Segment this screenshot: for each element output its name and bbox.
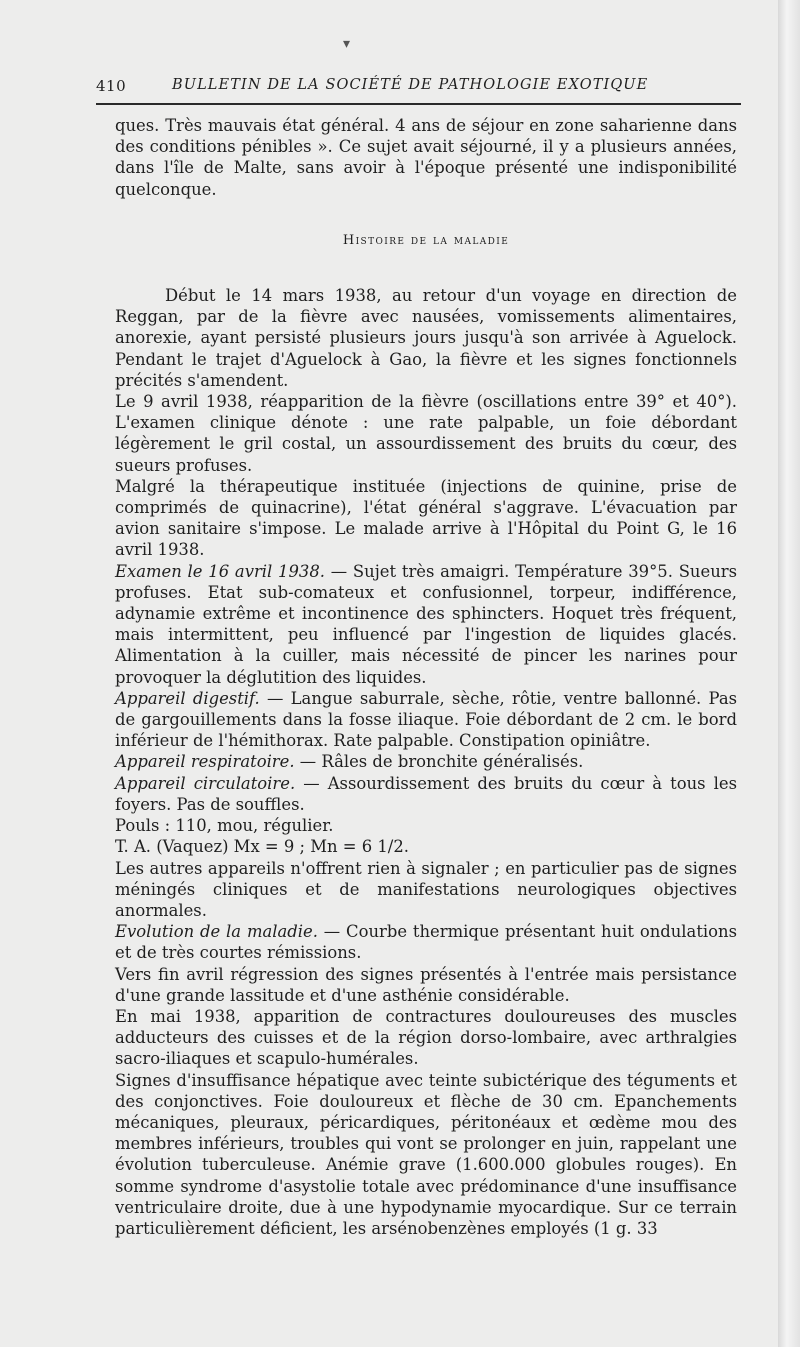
respiratory-text: — Râles de bronchite généralisés. [294, 752, 584, 772]
respiratory-label: Appareil respiratoire. [115, 752, 295, 772]
page-header [96, 74, 744, 100]
paragraph-pulse: Pouls : 110, mou, régulier. [115, 816, 334, 836]
paragraph-therapy: Malgré la thérapeutique instituée (injections de quinine, prise de comprimés de quinacrine), l'état général s'aggrave. L'évacuation par avion sanitaire s'impose. Le malade arrive à l'Hôpital du Point G, le 16 avril 1938. [115, 476, 737, 560]
paragraph-april-9: Le 9 avril 1938, réapparition de la fièvre (oscillations entre 39° et 40°). L'examen clinique dénote : une rate palpable, un foie débordant légèrement le gril costal, un assourdissement des bruits du cœur, des sueurs profuses. [115, 392, 737, 475]
paragraph-hepatic: Signes d'insuffisance hépatique avec teinte subictérique des téguments et des conjonctives. Foie douloureux et flèche de 30 cm. Epanchements mécaniques, pleuraux, péricardiques, péritonéaux et œdème mou des membres inférieurs, troubles qui vont se prolonger en juin, rappelant une évolution tuberculeuse. Anémie grave (1.600.000 globules rouges). En somme syndrome d'asystolie totale avec prédominance d'une insuffisance ventriculaire droite, due à une hypodynamie myocardique. Sur ce terrain particulièrement déficient, les arsénobenzènes employés (1 g. 33 [115, 1070, 737, 1238]
evolution-label: Evolution de la maladie. [115, 922, 318, 942]
paragraph-evolution [115, 921, 737, 963]
paragraph-exam [115, 561, 737, 688]
exam-label: Examen le 16 avril 1938. [115, 561, 325, 581]
page-number: 410 [96, 77, 127, 95]
paragraph-digestive [115, 688, 737, 752]
header-rule [96, 103, 741, 105]
section-heading: Histoire de la maladie [342, 232, 510, 248]
paragraph-onset: Début le 14 mars 1938, au retour d'un voyage en direction de Reggan, par de la fièvre avec nausées, vomissements alimentaires, anorexie, ayant persisté plusieurs jours jusqu'à son arrivée à Aguelock. Pendant le trajet d'Aguelock à Gao, la fièvre et les signes fonctionnels précités s'amendent. [115, 286, 737, 390]
digestive-label: Appareil digestif. [115, 688, 260, 708]
paragraph-may: En mai 1938, apparition de contractures douloureuses des muscles adducteurs des cuisses et de la région dorso-lombaire, avec arthralgies sacro-iliaques et scapulo-humérales. [115, 1006, 737, 1069]
running-title: BULLETIN DE LA SOCIÉTÉ DE PATHOLOGIE EXOTIQUE [172, 77, 649, 93]
circulatory-label: Appareil circulatoire. [115, 773, 296, 793]
article-body [115, 115, 737, 1239]
digestive-text: — Langue saburrale, sèche, rôtie, ventre ballonné. Pas de gargouillements dans la fosse iliaque. Foie débordant de 2 cm. le bord inférieur de l'hémithorax. Rate palpable. Constipation opiniâtre. [115, 688, 738, 751]
binding-gutter [778, 0, 800, 1347]
paragraph-blood-pressure: T. A. (Vaquez) Mx = 9 ; Mn = 6 1/2. [115, 837, 409, 857]
paragraph-other-systems: Les autres appareils n'offrent rien à signaler ; en particulier pas de signes méningés cliniques et de manifestations neurologiques objectives anormales. [115, 858, 737, 920]
evolution-text: — Courbe thermique présentant huit ondulations et de très courtes rémissions. [115, 922, 737, 963]
paragraph-continuation: ques. Très mauvais état général. 4 ans de séjour en zone saharienne dans des conditions pénibles ». Ce sujet avait séjourné, il y a plusieurs années, dans l'île de Malte, sans avoir à l'époque présenté une indisponibilité quelconque. [115, 116, 737, 199]
exam-text: — Sujet très amaigri. Température 39°5. Sueurs profuses. Etat sub-comateux et confusionnel, torpeur, indifférence, adynamie extrême et incontinence des sphincters. Hoquet très fréquent, mais intermittent, peu influencé par l'ingestion de liquides glacés. Alimentation à la cuiller, mais nécessité de pincer les narines pour provoquer la déglutition des liquides. [115, 561, 737, 687]
paragraph-circulatory [115, 773, 737, 815]
print-speck: ▾ [343, 36, 351, 52]
circulatory-text: — Assourdissement des bruits du cœur à tous les foyers. Pas de souffles. [115, 773, 737, 814]
paragraph-late-april: Vers fin avril régression des signes présentés à l'entrée mais persistance d'une grande lassitude et d'une asthénie considérable. [115, 964, 737, 1005]
paragraph-respiratory [115, 751, 737, 772]
